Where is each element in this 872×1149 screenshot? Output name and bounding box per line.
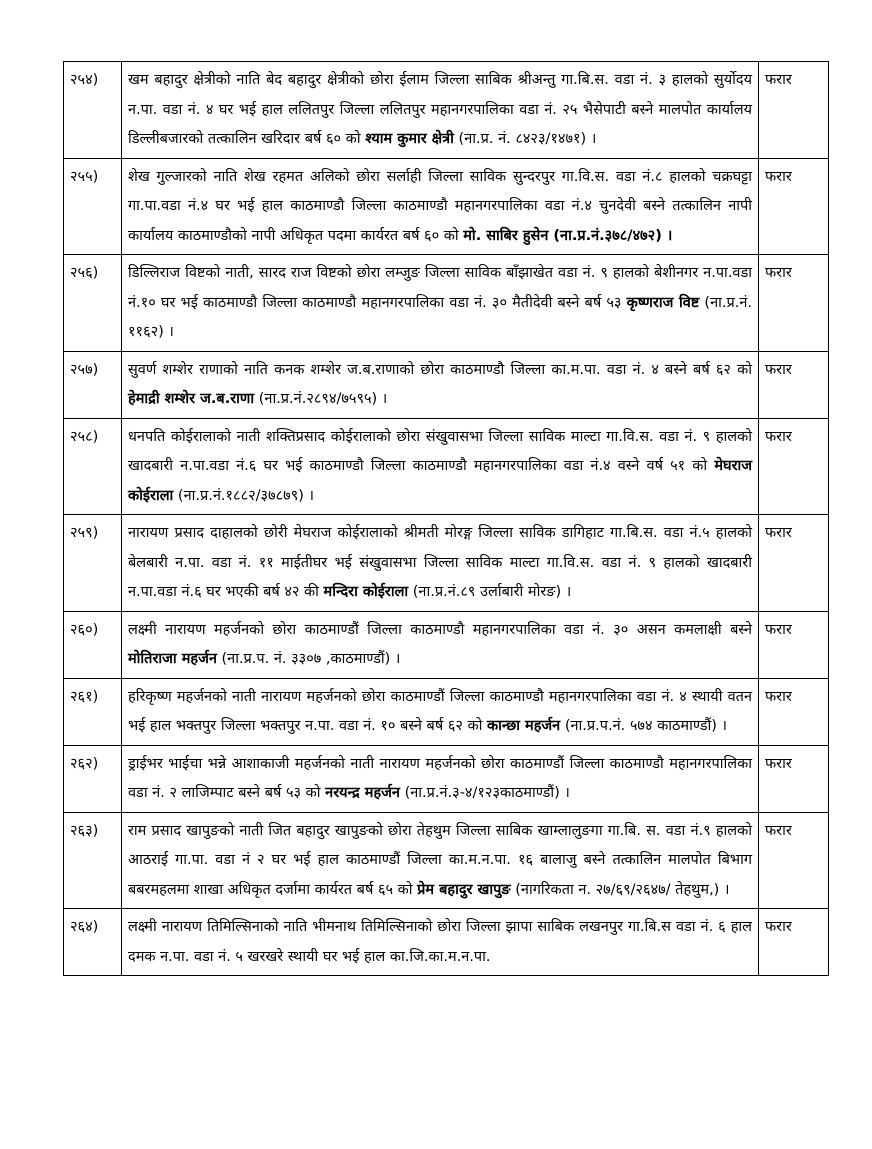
serial-number: २५६) [64, 255, 122, 352]
record-text: धनपति कोईरालाको नाती शक्तिप्रसाद कोईरालाको छोरा संखुवासभा जिल्ला साविक माल्टा गा.वि.स. वडा नं. ९ हालको खादबारी न.पा.वडा नं.६ घर भई काठमाण्डौ जिल्ला काठमाण्डौ महानगरपालिका वडा नं.४ वस्ने वर्ष ५१ को [128, 428, 752, 474]
table-row [64, 62, 829, 159]
serial-number: २५५) [64, 158, 122, 255]
status-cell: फरार [759, 515, 829, 612]
record-text: डिल्लिराज विष्टको नाती, सारद राज विष्टको छोरा लम्जुङ जिल्ला साविक बाँझाखेत वडा नं. ९ हालको बेशीनगर न.पा.वडा नं.१० घर भई काठमाण्डौ जिल्ला काठमाण्डौ महानगरपालिका वडा नं. ३० मैतीदेवी बस्ने बर्ष ५३ [128, 265, 752, 311]
record-text: राम प्रसाद खापुङको नाती जित बहादुर खापुङको छोरा तेहथुम जिल्ला साबिक खाम्लालुङगा गा.बि. स. वडा नं.९ हालको आठराई गा.पा. वडा नं २ घर भई हाल काठमाण्डौं जिल्ला का.म.न.पा. १६ बालाजु बस्ने तत्कालिन मालपोत बिभाग बबरमहलमा शाखा अधिकृत दर्जामा कार्यरत बर्ष ६५ को [128, 822, 752, 898]
person-name: कान्छा महर्जन [487, 718, 561, 734]
status-cell: फरार [759, 611, 829, 678]
record-reference: (ना.प्र.प. नं. ३३०७ ,काठमाण्डौं) । [216, 651, 401, 667]
serial-number: २६४) [64, 909, 122, 976]
table-row [64, 745, 829, 812]
record-reference: (ना.प्र.नं.३-४/१२३काठमाण्डौं) । [399, 785, 570, 801]
record-reference: (ना.प्र.नं. ११६२) । [128, 294, 752, 340]
person-name: मन्दिरा कोईराला [323, 584, 409, 600]
record-text: नारायण प्रसाद दाहालको छोरी मेघराज कोईरालाको श्रीमती मोरङ्ग जिल्ला साविक डागिहाट गा.बि.स. वडा नं.५ हालको बेलबारी न.पा. वडा नं. ११ माईतीघर भई संखुवासभा जिल्ला साविक माल्टा गा.वि.स. वडा नं. ९ हालको खादबारी न.पा.वडा नं.६ घर भएकी बर्ष ४२ की [128, 525, 752, 600]
serial-number: २६०) [64, 611, 122, 678]
status-cell: फरार [759, 158, 829, 255]
record-description [122, 158, 759, 255]
record-text: लक्ष्मी नारायण महर्जनको छोरा काठमाण्डौं जिल्ला काठमाण्डौ महानगरपालिका वडा नं. ३० असन कमलाक्षी बस्ने [128, 621, 752, 638]
record-description [122, 909, 759, 976]
person-name: श्याम कुमार क्षेत्री [365, 131, 454, 147]
record-text: खम बहादुर क्षेत्रीको नाति बेद बहादुर क्षेत्रीको छोरा ईलाम जिल्ला साबिक श्रीअन्तु गा.बि.स. वडा नं. ३ हालको सुर्योदय न.पा. वडा नं. ४ घर भई हाल ललितपुर जिल्ला ललितपुर महानगरपालिका वडा नं. २५ भैसेपाटी बस्ने मालपोत कार्यालय डिल्लीबजारको तत्कालिन खरिदार बर्ष ६० को [128, 72, 752, 147]
serial-number: २६१) [64, 678, 122, 745]
status-cell: फरार [759, 62, 829, 159]
status-cell: फरार [759, 418, 829, 515]
person-name: मेघराज कोईराला [128, 458, 753, 504]
record-reference: (ना.प्र. नं. ८४२३/१४७१) । [453, 131, 597, 147]
record-text: ड्राईभर भाईचा भन्ने आशाकाजी महर्जनको नाती नारायण महर्जनको छोरा काठमाण्डौं जिल्ला काठमाण्डौ महानगरपालिका वडा नं. २ लाजिम्पाट बस्ने बर्ष ५३ को [128, 755, 752, 801]
serial-number: २६२) [64, 745, 122, 812]
person-name: नरयन्द्र महर्जन [325, 785, 400, 801]
record-description [122, 515, 759, 612]
table-row [64, 678, 829, 745]
record-text: हरिकृष्ण महर्जनको नाती नारायण महर्जनको छोरा काठमाण्डौं जिल्ला काठमाण्डौ महानगरपालिका वडा नं. ४ स्थायी वतन भई हाल भक्तपुर जिल्ला भक्तपुर न.पा. वडा नं. १० बस्ने बर्ष ६२ को [128, 688, 752, 734]
record-description [122, 62, 759, 159]
record-text: शेख गुल्जारको नाति शेख रहमत अलिको छोरा सर्लाही जिल्ला साविक सुन्दरपुर गा.वि.स. वडा नं.८ हालको चक्रघट्टा गा.पा.वडा नं.४ घर भई हाल काठमाण्डौ जिल्ला काठमाण्डौ महानगरपालिका वडा नं.४ चुनदेवी बस्ने तत्कालिन नापी कार्यालय काठमाण्डौको नापी अधिकृत पदमा कार्यरत बर्ष ६० को [128, 168, 752, 244]
record-text: लक्ष्मी नारायण तिमिल्सिनाको नाति भीमनाथ तिमिल्सिनाको छोरा जिल्ला झापा साबिक लखनपुर गा.बि.स वडा नं. ६ हाल दमक न.पा. वडा नं. ५ खरखरे स्थायी घर भई हाल का.जि.का.म.न.पा. [128, 919, 752, 965]
person-name: मोतिराजा महर्जन [128, 651, 217, 667]
serial-number: २५४) [64, 62, 122, 159]
record-description [122, 255, 759, 352]
serial-number: २५७) [64, 351, 122, 418]
record-description [122, 418, 759, 515]
record-description [122, 812, 759, 909]
serial-number: २५८) [64, 418, 122, 515]
records-body [64, 62, 829, 976]
status-cell: फरार [759, 745, 829, 812]
person-name: कृष्णराज विष्ट [626, 294, 700, 311]
table-row [64, 351, 829, 418]
serial-number: २६३) [64, 812, 122, 909]
serial-number: २५९) [64, 515, 122, 612]
record-description [122, 678, 759, 745]
status-cell: फरार [759, 909, 829, 976]
record-description [122, 351, 759, 418]
record-reference: (ना.प्र.नं.१८८२/३७८७९) । [173, 487, 314, 504]
record-reference: (ना.प्र.नं.२८९४/७५९५) । [254, 391, 388, 407]
person-name: प्रेम बहादुर खापुङ [417, 881, 511, 898]
record-reference: (नागरिकता न. २७/६९/२६४७/ तेहथुम,) । [510, 881, 730, 898]
table-row [64, 418, 829, 515]
table-row [64, 909, 829, 976]
record-description [122, 611, 759, 678]
record-description [122, 745, 759, 812]
person-name: हेमाद्री शम्शेर ज.ब.राणा [128, 391, 255, 407]
table-row [64, 158, 829, 255]
status-cell: फरार [759, 812, 829, 909]
table-row [64, 611, 829, 678]
table-row [64, 515, 829, 612]
record-reference: (ना.प्र.नं.८९ उर्लाबारी मोरङ) । [408, 584, 572, 600]
table-row [64, 812, 829, 909]
status-cell: फरार [759, 351, 829, 418]
person-name: मो. साबिर हुसेन (ना.प्र.नं.३७८/४७२) । [463, 227, 673, 244]
table-row [64, 255, 829, 352]
status-cell: फरार [759, 678, 829, 745]
record-text: सुवर्ण शम्शेर राणाको नाति कनक शम्शेर ज.ब.राणाको छोरा काठमाण्डौ जिल्ला का.म.पा. वडा नं. ४ बस्ने बर्ष ६२ को [128, 361, 752, 378]
record-reference: (ना.प्र.प.नं. ५७४ काठमाण्डौं) । [560, 718, 728, 734]
records-table [63, 61, 829, 976]
status-cell: फरार [759, 255, 829, 352]
